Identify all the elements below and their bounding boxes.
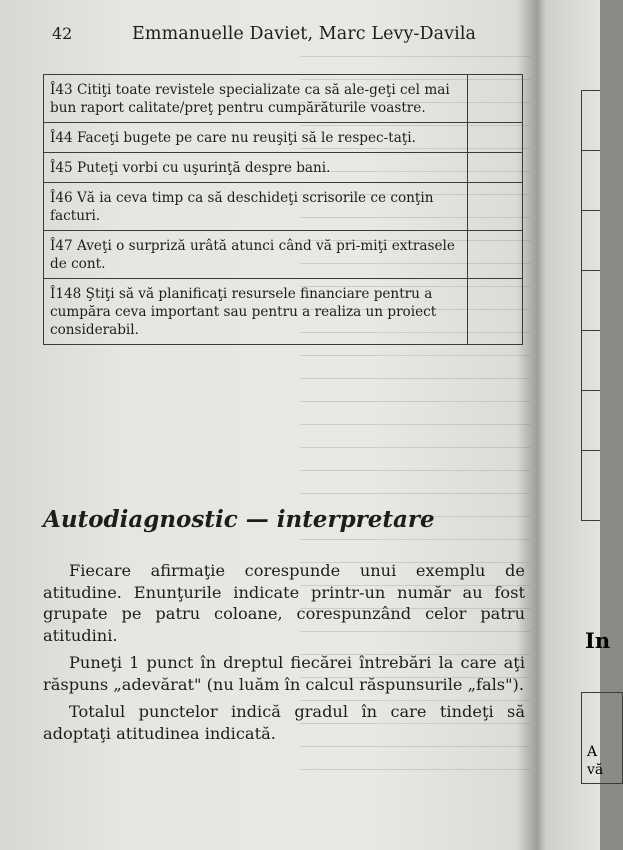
answer-cell (468, 75, 522, 122)
statement-cell: Î148 Ştiţi să vă planificaţi resursele financiare pentru a cumpăra ceva important sau pentru a realiza un proiect considerabil. (44, 279, 468, 344)
statement-cell: Î45 Puteţi vorbi cu uşurinţă despre bani. (44, 153, 468, 182)
right-table-line (581, 210, 600, 211)
table-row (44, 231, 522, 279)
right-table-line (581, 520, 600, 521)
statement-cell: Î46 Vă ia ceva timp ca să deschideţi scrisorile ce conţin facturi. (44, 183, 468, 230)
paragraph: Puneţi 1 punct în dreptul fiecărei întrebări la care aţi răspuns „adevărat" (nu luăm în calcul răspunsurile „fals"). (43, 653, 525, 694)
answer-cell (468, 279, 522, 344)
right-table-line (581, 150, 600, 151)
questionnaire-table (43, 74, 523, 345)
right-page-edge (545, 0, 611, 850)
answer-cell (468, 231, 522, 278)
right-table-line (581, 330, 600, 331)
section-body (43, 560, 525, 750)
answer-cell (468, 183, 522, 230)
table-row (44, 183, 522, 231)
answer-cell (468, 153, 522, 182)
right-table-border (581, 90, 582, 520)
right-table-line (581, 450, 600, 451)
section-heading: Autodiagnostic — interpretare (43, 506, 435, 533)
table-row (44, 153, 522, 183)
paragraph: Fiecare afirmaţie corespunde unui exemplu de atitudine. Enunţurile indicate printr-un număr au fost grupate pe patru coloane, corespunzând celor patru atitudini. (43, 561, 525, 645)
statement-cell: Î44 Faceţi bugete pe care nu reuşiţi să le respec-taţi. (44, 123, 468, 152)
running-title: Emmanuelle Daviet, Marc Levy-Davila (132, 24, 477, 44)
right-text-fragment: vă (587, 762, 604, 778)
page-number: 42 (52, 24, 73, 43)
right-text-fragment: A (587, 744, 598, 760)
right-table-line (581, 270, 600, 271)
paragraph: Totalul punctelor indică gradul în care tindeţi să adoptaţi atitudinea indicată. (43, 702, 525, 743)
right-table-line (581, 390, 600, 391)
table-row (44, 123, 522, 153)
right-heading-fragment: In (585, 628, 611, 653)
statement-cell: Î47 Aveţi o surpriză urâtă atunci când vă pri-miţi extrasele de cont. (44, 231, 468, 278)
answer-cell (468, 123, 522, 152)
table-row (44, 75, 522, 123)
right-table-line (581, 90, 600, 91)
statement-cell: Î43 Citiţi toate revistele specializate ca să ale-geţi cel mai bun raport calitate/preţ pentru cumpărăturile voastre. (44, 75, 468, 122)
table-row (44, 279, 522, 344)
